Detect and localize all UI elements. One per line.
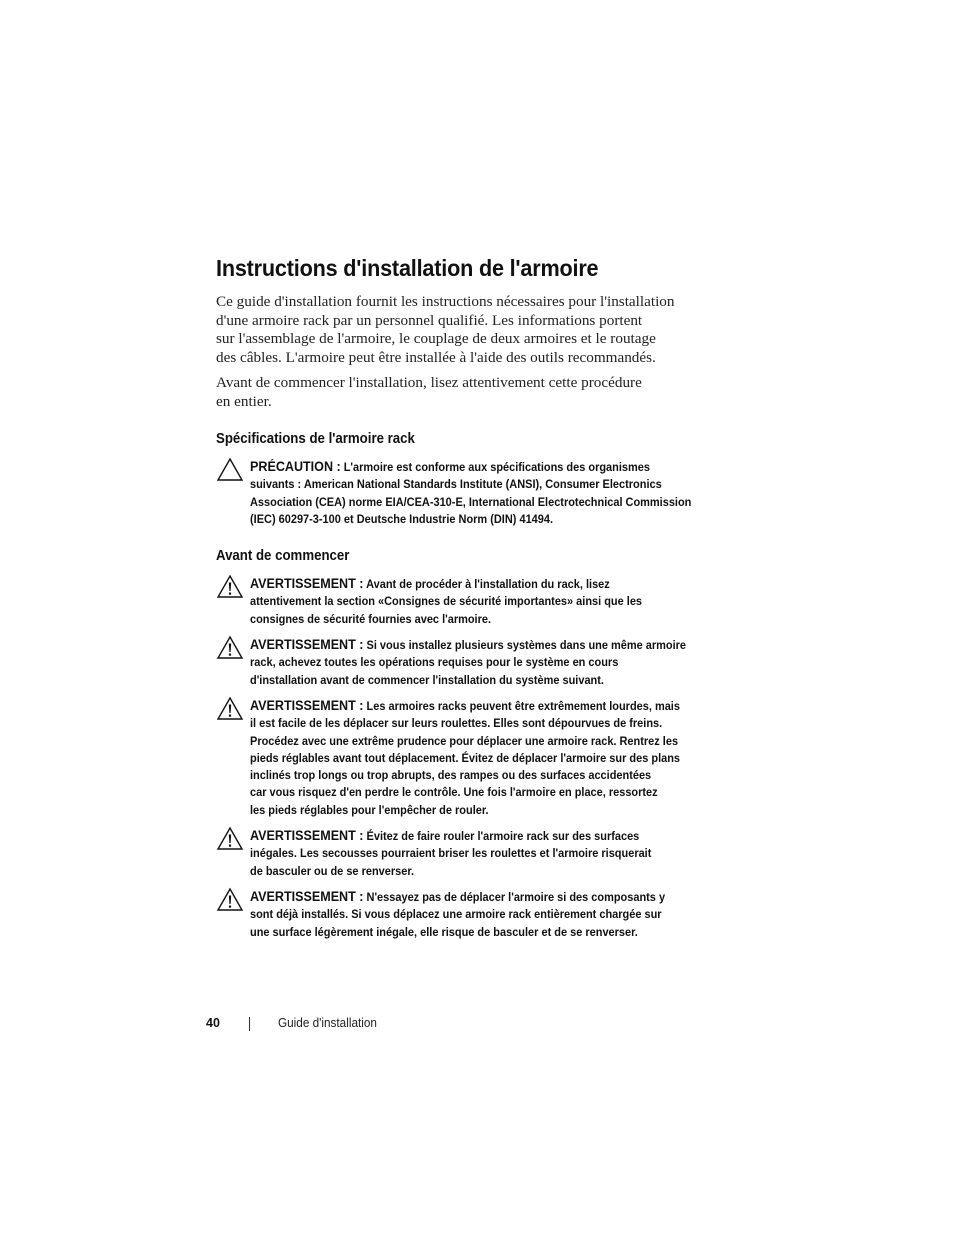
warning-text bbox=[250, 827, 695, 880]
warning-body: Évitez de faire rouler l'armoire rack sur des surfaces inégales. Les secousses pourraient briser les roulettes et l'armoire risquerait de basculer ou de se renverser. bbox=[250, 829, 652, 878]
page-title: Instructions d'installation de l'armoire bbox=[216, 255, 599, 281]
warning-label: AVERTISSEMENT : bbox=[250, 698, 364, 713]
caution-body: L'armoire est conforme aux spécifications des organismes suivants : American National Standards Institute (ANSI), Consumer Electronics Association (CEA) norme EIA/CEA-310-E, International Electrotechnical Commission (IEC) 60297-3-100 et Deutsche Industrie Norm (DIN) 41494. bbox=[250, 460, 692, 526]
section-heading-before-start: Avant de commencer bbox=[216, 548, 350, 564]
warning-triangle-icon bbox=[216, 574, 244, 600]
warning-triangle-icon bbox=[216, 696, 244, 722]
footer-divider bbox=[249, 1017, 250, 1031]
caution-text bbox=[250, 458, 695, 528]
warning-text bbox=[250, 888, 695, 941]
warning-text bbox=[250, 636, 695, 689]
warning-body: N'essayez pas de déplacer l'armoire si des composants y sont déjà installés. Si vous déplacez une armoire rack entièrement chargée sur une surface légèrement inégale, elle risque de basculer et de se renverser. bbox=[250, 890, 666, 939]
section-heading-specifications: Spécifications de l'armoire rack bbox=[216, 431, 415, 447]
caution-triangle-icon bbox=[216, 457, 244, 483]
caution-label: PRÉCAUTION : bbox=[250, 459, 341, 474]
warning-text bbox=[250, 697, 695, 819]
warning-text bbox=[250, 575, 695, 628]
warning-label: AVERTISSEMENT : bbox=[250, 637, 364, 652]
warning-body: Avant de procéder à l'installation du rack, lisez attentivement la section «Consignes de sécurité importantes» ainsi que les consignes de sécurité fournies avec l'armoire. bbox=[250, 577, 643, 626]
warning-triangle-icon bbox=[216, 887, 244, 913]
warning-body: Les armoires racks peuvent être extrêmement lourdes, mais il est facile de les déplacer sur leurs roulettes. Elles sont dépourvues de freins. Procédez avec une extrême prudence pour déplacer une armoire rack. Rentrez les pieds réglables avant tout déplacement. Évitez de déplacer l'armoire sur des plans inclinés trop longs ou trop abrupts, des rampes ou des surfaces accidentées car vous risquez d'en perdre le contrôle. Une fois l'armoire en place, ressortez les pieds réglables pour l'empêcher de rouler. bbox=[250, 699, 681, 817]
warning-label: AVERTISSEMENT : bbox=[250, 576, 364, 591]
page-number: 40 bbox=[206, 1016, 220, 1030]
intro-paragraph: Ce guide d'installation fournit les instructions nécessaires pour l'installation d'une armoire rack par un personnel qualifié. Les informations portent sur l'assemblage de l'armoire, le couplage de deux armoires et le routage des câbles. L'armoire peut être installée à l'aide des outils recommandés. bbox=[216, 293, 675, 366]
warning-triangle-icon bbox=[216, 635, 244, 661]
warning-label: AVERTISSEMENT : bbox=[250, 828, 364, 843]
intro-paragraph-2: Avant de commencer l'installation, lisez attentivement cette procédure en entier. bbox=[216, 374, 642, 410]
warning-body: Si vous installez plusieurs systèmes dans une même armoire rack, achevez toutes les opérations requises pour le système en cours d'installation avant de commencer l'installation du système suivant. bbox=[250, 638, 687, 687]
warning-label: AVERTISSEMENT : bbox=[250, 889, 364, 904]
warning-triangle-icon bbox=[216, 826, 244, 852]
footer-guide-title: Guide d'installation bbox=[278, 1016, 377, 1030]
